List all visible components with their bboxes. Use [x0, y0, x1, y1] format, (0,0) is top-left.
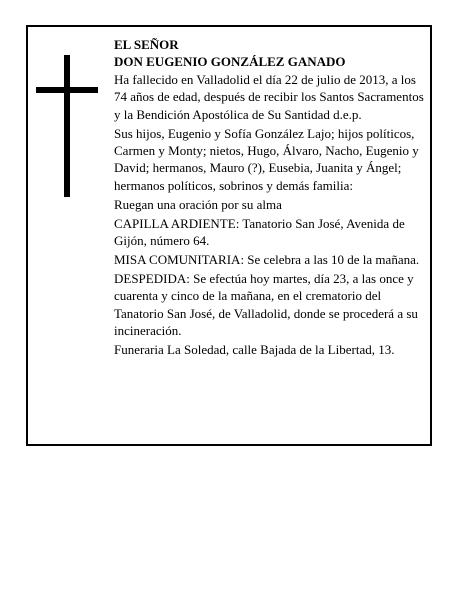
chapel-info: CAPILLA ARDIENTE: Tanatorio San José, Avenida de Gijón, número 64.: [114, 215, 405, 248]
deceased-name: DON EUGENIO GONZÁLEZ GANADO: [114, 54, 346, 70]
funeral-home-info: Funeraria La Soledad, calle Bajada de la Libertad, 13.: [114, 341, 395, 357]
death-announcement: Ha fallecido en Valladolid el día 22 de julio de 2013, a los 74 años de edad, después de recibir los Santos Sacramentos y la Bendición Apostólica de Su Santidad d.e.p.: [114, 71, 424, 122]
family-list: Sus hijos, Eugenio y Sofía González Lajo; hijos políticos, Carmen y Monty; nietos, Hugo, Álvaro, Nacho, Eugenio y David; hermanos, Mauro (?), Eusebia, Juanita y Ángel; hermanos políticos, sobrinos y demás familia:: [114, 125, 419, 193]
prayer-request: Ruegan una oración por su alma: [114, 196, 282, 212]
cross-horizontal-bar: [36, 87, 98, 93]
notice-title: EL SEÑOR: [114, 37, 179, 52]
farewell-info: DESPEDIDA: Se efectúa hoy martes, día 23, a las once y cuarenta y cinco de la mañana, en el crematorio del Tanatorio San José, de Valladolid, donde se procederá a su incineración.: [114, 270, 418, 338]
cross-vertical-bar: [64, 55, 70, 197]
mass-info: MISA COMUNITARIA: Se celebra a las 10 de la mañana.: [114, 251, 420, 267]
latin-cross-icon: [36, 55, 98, 197]
obituary-text: [114, 36, 426, 360]
